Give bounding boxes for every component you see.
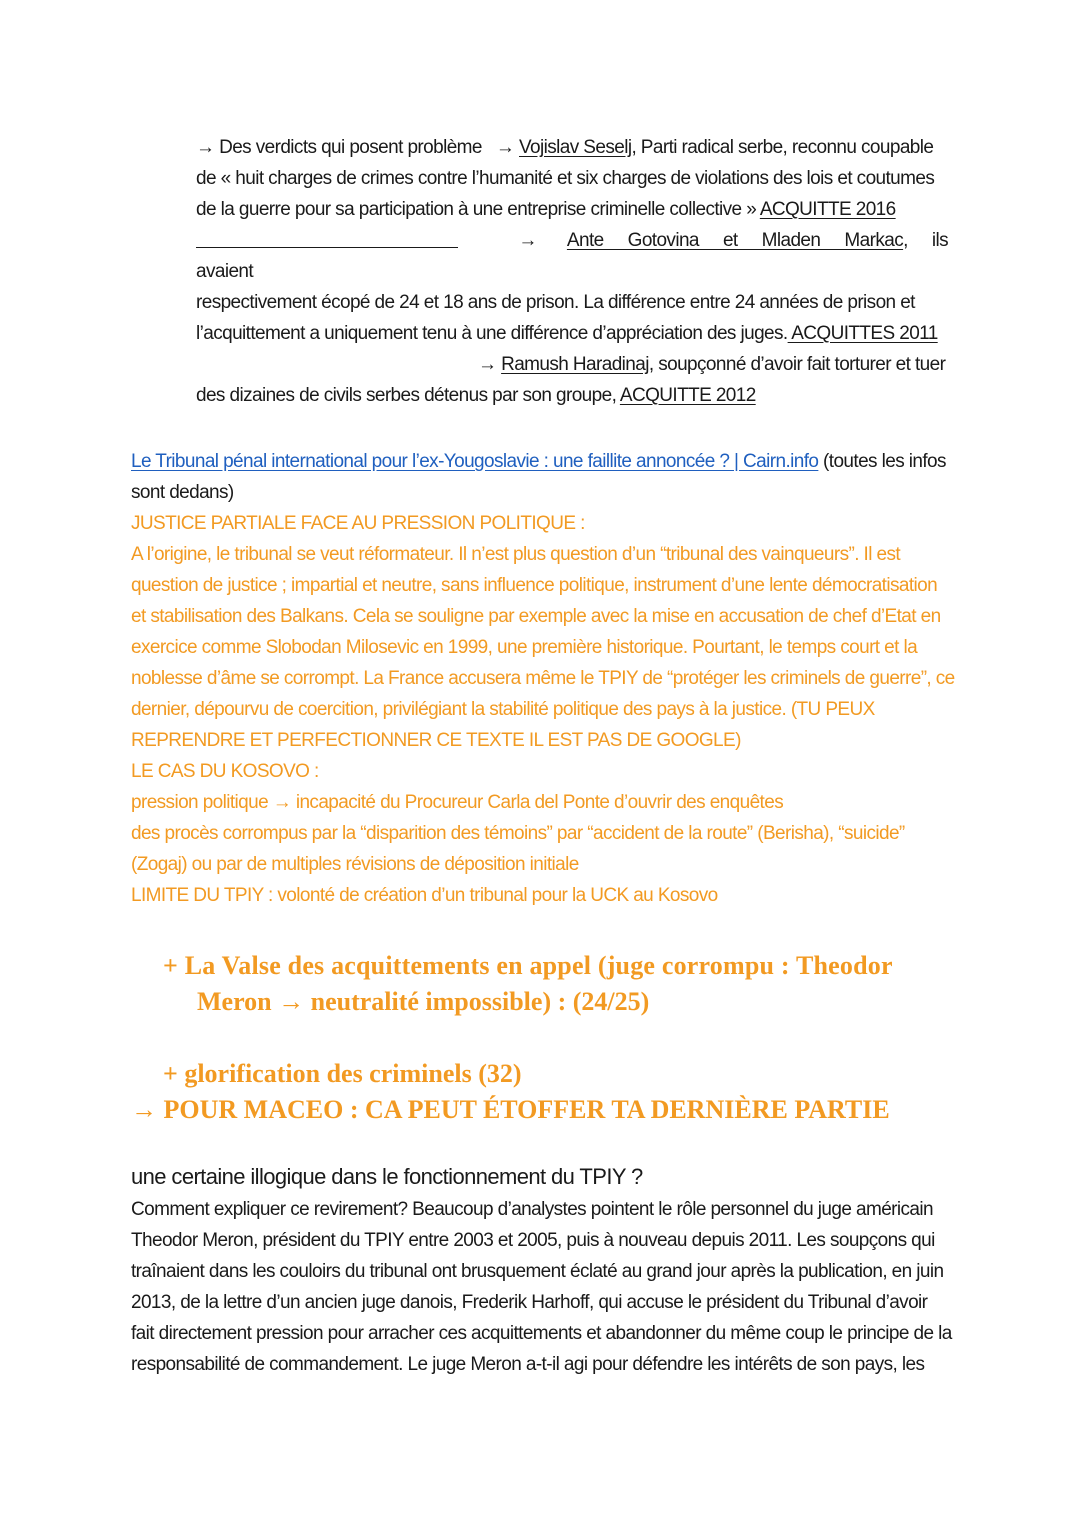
gotovina-line6 <box>196 318 948 349</box>
haradinaj-line8 <box>196 380 948 411</box>
seselj-desc: , Parti radical serbe, reconnu coupable <box>631 137 934 158</box>
arrow: → <box>495 137 515 158</box>
verdict-line-haradinaj <box>196 349 948 380</box>
paragraph-line: et stabilisation des Balkans. Cela se souligne par exemple avec la mise en accusation de chef d’Etat en <box>131 606 941 627</box>
article-excerpt <box>131 1160 952 1380</box>
arrow: → <box>478 354 497 375</box>
cairn-link[interactable]: Le Tribunal pénal international pour l’ex-Yougoslavie : une faillite annoncée ? | Cairn.info <box>131 451 819 472</box>
seselj-line3 <box>196 194 948 225</box>
paragraph-line: noblesse d’âme se corrompt. La France accusera même le TPIY de “protéger les criminels de guerre”, ce <box>131 668 955 689</box>
glorification-line: + glorification des criminels (32) <box>163 1059 522 1088</box>
names-gotovina-markac: Ante Gotovina et Mladen Markac <box>566 230 904 251</box>
gotovina-desc: , ils avaient <box>196 230 948 282</box>
verdicts-intro: → Des verdicts qui posent problème <box>196 137 482 158</box>
source-line <box>131 446 948 477</box>
maceo-line: → POUR MACEO : CA PEUT ÉTOFFER TA DERNIÈRE PARTIE <box>131 1095 890 1124</box>
paragraph-line: dernier, dépourvu de coercition, privilégiant la stabilité politique des pays à la justice. (TU PEUX <box>131 699 875 720</box>
article-line: 2013, de la lettre d’un ancien juge danois, Frederik Harhoff, qui accuse le président du Tribunal d’avoir <box>131 1292 928 1313</box>
verdict-acquitte-2016: ACQUITTE 2016 <box>759 199 896 220</box>
source-note: (toutes les infos <box>818 451 946 472</box>
name-haradinaj: Ramush Haradinaj <box>501 354 649 375</box>
heading-kosovo: LE CAS DU KOSOVO : <box>131 761 319 782</box>
arrow: → <box>518 230 537 251</box>
article-question: une certaine illogique dans le fonctionnement du TPIY ? <box>131 1164 643 1189</box>
seselj-charges: de « huit charges de crimes contre l’humanité et six charges de violations des lois et coutumes <box>196 168 935 189</box>
heading-justice-partiale: JUSTICE PARTIALE FACE AU PRESSION POLITIQUE : <box>131 513 585 534</box>
article-line: responsabilité de commandement. Le juge Meron a-t-il agi pour défendre les intérêts de son pays, les <box>131 1354 925 1375</box>
kosovo-line: des procès corrompus par la “disparition des témoins” par “accident de la route” (Berisha), “suicide” <box>131 823 905 844</box>
verdicts-block <box>196 132 948 411</box>
valse-line1: + La Valse des acquittements en appel (juge corrompu : Theodor <box>163 951 893 980</box>
verdict-acquitte-2012: ACQUITTE 2012 <box>619 385 756 406</box>
article-line: Theodor Meron, président du TPIY entre 2003 et 2005, puis à nouveau depuis 2011. Les soupçons qui <box>131 1230 935 1251</box>
gotovina-appreciation: l’acquittement a uniquement tenu à une différence d’appréciation des juges. <box>196 323 788 344</box>
valse-line2: Meron → neutralité impossible) : (24/25) <box>197 987 650 1016</box>
blank-underline <box>196 229 458 248</box>
notes-block <box>131 446 955 911</box>
glorification-item <box>163 1056 953 1092</box>
paragraph-line: question de justice ; impartial et neutre, sans influence politique, instrument d’une lente démocratisation <box>131 575 938 596</box>
name-seselj: Vojislav Seselj <box>519 137 632 158</box>
verdict-acquittes-2011: ACQUITTES 2011 <box>787 323 938 344</box>
haradinaj-desc-end: des dizaines de civils serbes détenus par son groupe, <box>196 385 617 406</box>
source-note-end: sont dedans) <box>131 482 234 503</box>
haradinaj-desc: , soupçonné d’avoir fait torturer et tuer <box>648 354 946 375</box>
paragraph-line: A l’origine, le tribunal se veut réformateur. Il n’est plus question d’un “tribunal des vainqueurs”. Il est <box>131 544 901 565</box>
kosovo-limite: LIMITE DU TPIY : volonté de création d’un tribunal pour la UCK au Kosovo <box>131 885 718 906</box>
paragraph-line: exercice comme Slobodan Milosevic en 1999, une première historique. Pourtant, le temps court et la <box>131 637 918 658</box>
paragraph-line: REPRENDRE ET PERFECTIONNER CE TEXTE IL EST PAS DE GOOGLE) <box>131 730 741 751</box>
gotovina-sentence: respectivement écopé de 24 et 18 ans de prison. La différence entre 24 années de prison et <box>196 292 915 313</box>
kosovo-line: (Zogaj) ou par de multiples révisions de déposition initiale <box>131 854 579 875</box>
article-line: Comment expliquer ce revirement? Beaucoup d’analystes pointent le rôle personnel du juge américain <box>131 1199 933 1220</box>
verdict-line-seselj <box>196 132 948 163</box>
article-line: traînaient dans les couloirs du tribunal ont brusquement éclaté au grand jour après la publication, en juin <box>131 1261 944 1282</box>
verdict-line-gotovina <box>196 225 948 287</box>
valse-item <box>163 948 953 1020</box>
article-line: fait directement pression pour arracher ces acquittements et abandonner du même coup le principe de la <box>131 1323 952 1344</box>
maceo-note <box>131 1092 951 1128</box>
kosovo-line: pression politique → incapacité du Procureur Carla del Ponte d’ouvrir des enquêtes <box>131 792 784 813</box>
seselj-charges-end: de la guerre pour sa participation à une entreprise criminelle collective » <box>196 199 757 220</box>
